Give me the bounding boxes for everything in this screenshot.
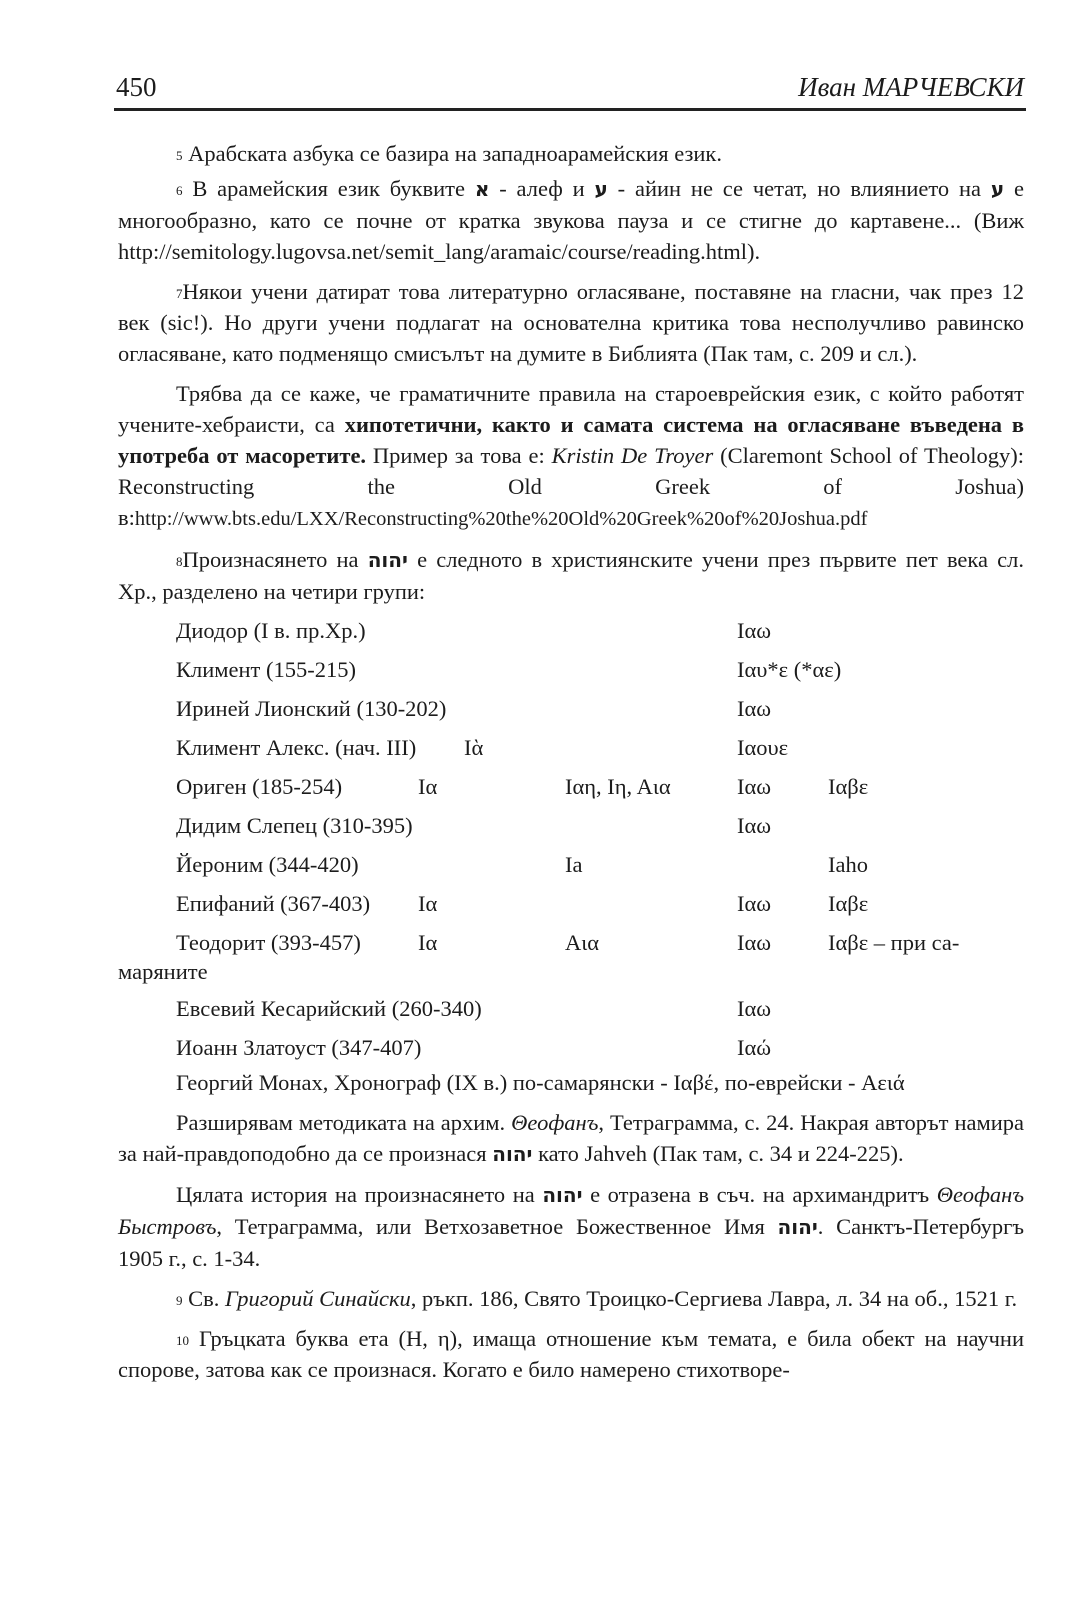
author-name: Иван МАРЧЕВСКИ [798, 72, 1024, 102]
hebrew-yhwh: יהוה [777, 1215, 818, 1239]
footnote-text: , ръкп. 186, Свято Троицко-Сергиева Лавра, л. 34 на об., 1521 г. [410, 1286, 1018, 1311]
pronunciation-table [118, 611, 1024, 1067]
paragraph-text: като Jahveh (Пак там, с. 34 и 224-225). [532, 1141, 904, 1166]
footnote-number: 10 [176, 1333, 189, 1348]
table-name: Йероним (344-420) [176, 852, 359, 877]
table-cell: Ιαω [737, 696, 772, 721]
table-continuation: маряните [118, 959, 208, 984]
table-cell: Ιαβε – при са- [828, 930, 960, 955]
table-cell: Ιαουε [737, 735, 789, 760]
footnote-number: 6 [176, 183, 183, 198]
paragraph-text: Пример за това е: [366, 443, 552, 468]
page-number: 450 [116, 72, 157, 102]
table-cell: Ia [565, 852, 583, 877]
table-cell: Ια [418, 774, 438, 799]
hebrew-ayin: ע [594, 177, 608, 201]
footnote-5 [118, 138, 1024, 169]
table-cell: Ιαω [737, 930, 772, 955]
italic-author: Григорий Синайски [225, 1286, 411, 1311]
table-name: Евсевий Кесарийский (260-340) [176, 996, 482, 1021]
table-row [118, 923, 1024, 962]
table-row [118, 728, 1024, 767]
table-cell: Ιαυ*ε (*αε) [737, 657, 842, 682]
table-name: Климент (155-215) [176, 657, 356, 682]
footnote-10 [118, 1323, 1024, 1385]
table-row [118, 806, 1024, 845]
footnote-8 [118, 544, 1024, 607]
table-name: Ориген (185-254) [176, 774, 343, 799]
table-name: Дидим Слепец (310-395) [176, 813, 413, 838]
table-cell: Ιαη, Ιη, Αια [565, 774, 671, 799]
table-name: Иоанн Златоуст (347-407) [176, 1035, 422, 1060]
footnote-text: Св. [188, 1286, 226, 1311]
footnote-6 [118, 173, 1024, 267]
footnote-text: - айин не се четат, но влиянието на [607, 176, 991, 201]
footnote-text: е многообразно, като се почне от кратка звукова пауза и се стигне до картавене... (Виж http://semitology.lugovsa.net/semit_lang/aramaic/course/reading.html). [118, 176, 1025, 264]
table-cell: Iaho [828, 852, 868, 877]
table-cell: Αια [565, 930, 600, 955]
paragraph-text: Разширявам методиката на архим. [176, 1110, 512, 1135]
table-row [118, 884, 1024, 923]
table-row [118, 689, 1024, 728]
footnote-7 [118, 276, 1024, 369]
footnote-9 [118, 1283, 1024, 1314]
footnote-text: Гръцката буква ета (Η, η), имаща отношение към темата, е била обект на научни спорове, затова как се произнася. Когато е било намерено стихотворе- [118, 1326, 1025, 1382]
footnote-text: Някои учени датират това литературно огласяване, поставяне на гласни, чак през 12 век (sic!). Но други учени подлагат на основателна критика това несполучливо равинско огласяване, като подменящо смисълът на думите в Библията (Пак там, с. 209 и сл.). [118, 279, 1024, 366]
footnote-number: 5 [176, 148, 183, 163]
paragraph-expand [118, 1107, 1024, 1170]
footnote-text: - алеф и [489, 176, 595, 201]
hebrew-ayin: ע [990, 177, 1005, 201]
hebrew-yhwh: יהוה [492, 1142, 533, 1166]
table-name: Ириней Лионский (130-202) [176, 696, 447, 721]
table-cell: Ια [418, 930, 438, 955]
table-cell: Ιαω [737, 774, 772, 799]
hebrew-aleph: א [474, 177, 490, 201]
bold-text: хипотетични, както и самата система на огласяване въведена в употреба от масоретите. [118, 412, 1024, 468]
paragraph-text: Трябва да се каже, че граматичните правила на староеврейския език, с който работят учените-хебраисти, са [118, 381, 1024, 437]
table-cell: Ιαω [737, 813, 772, 838]
table-row [118, 611, 1024, 650]
body-text [118, 138, 1024, 1394]
hebrew-yhwh: יהוה [367, 548, 408, 572]
footnote-text: Произнасянето на [182, 547, 368, 572]
table-cell: Ιαω [737, 891, 772, 916]
table-row [118, 845, 1024, 884]
table-name: Теодорит (393-457) [176, 930, 361, 955]
url-link[interactable]: http://www.bts.edu/LXX/Reconstructing%20the%20Old%20Greek%20of%20Joshua.pdf [134, 508, 868, 530]
hebrew-yhwh: יהוה [542, 1183, 583, 1207]
footnote-text: е следното в християнските учени през първите пет века сл. Хр., разделено на четири групи: [118, 547, 1024, 604]
footnote-number: 7 [176, 286, 183, 301]
table-cell: Ια [418, 891, 438, 916]
paragraph-text: (Claremont School of Theology): Reconstructing the Old Greek of Joshua) в: [118, 443, 1024, 530]
italic-author: Θеофанъ Быстровъ [118, 1182, 1025, 1239]
footnote-number: 8 [176, 554, 183, 569]
italic-author: Θеофанъ [511, 1110, 599, 1135]
italic-author: Kristin De Troyer [551, 443, 714, 468]
table-cell: Ιαώ [737, 1035, 772, 1060]
table-name: Епифаний (367-403) [176, 891, 371, 916]
paragraph-history [118, 1179, 1024, 1274]
paragraph-text: . Санктъ-Петербургъ 1905 г., с. 1-34. [118, 1214, 1024, 1271]
footnote-text: В арамейския език буквите [192, 176, 475, 201]
paragraph-text: , Тетраграмма, с. 24. Накрая авторът намира за най-правдоподобно да се произнася [118, 1110, 1025, 1166]
footnote-number: 9 [176, 1293, 183, 1308]
table-cell: Ιὰ [464, 735, 484, 760]
georgi-paragraph: Георгий Монах, Хронограф (IX в.) по-самарянски - Ιαβέ, по-еврейски - Αειά [176, 1070, 905, 1095]
table-cell: Ιαβε [828, 891, 869, 916]
table-cell: Ιαβε [828, 774, 869, 799]
table-name: Диодор (I в. пр.Хр.) [176, 618, 366, 643]
paragraph-text: Цялата история на произнасянето на [176, 1182, 543, 1207]
table-name: Климент Алекс. (нач. III) [176, 735, 417, 760]
table-row [118, 1028, 1024, 1067]
footnote-text: Арабската азбука се базира на западноарамейския език. [188, 141, 722, 166]
paragraph-grammar [118, 378, 1024, 535]
table-cell: Ιαω [737, 996, 772, 1021]
table-row [118, 767, 1024, 806]
table-cell: Ιαω [737, 618, 772, 643]
paragraph-text: , Тетраграмма, или Ветхозаветное Божественное Имя [216, 1214, 778, 1239]
table-row [118, 989, 1024, 1028]
header-rule [114, 108, 1026, 111]
running-header [116, 66, 1024, 106]
table-row [118, 650, 1024, 689]
paragraph-text: е отразена в съч. на архимандритъ [582, 1182, 937, 1207]
